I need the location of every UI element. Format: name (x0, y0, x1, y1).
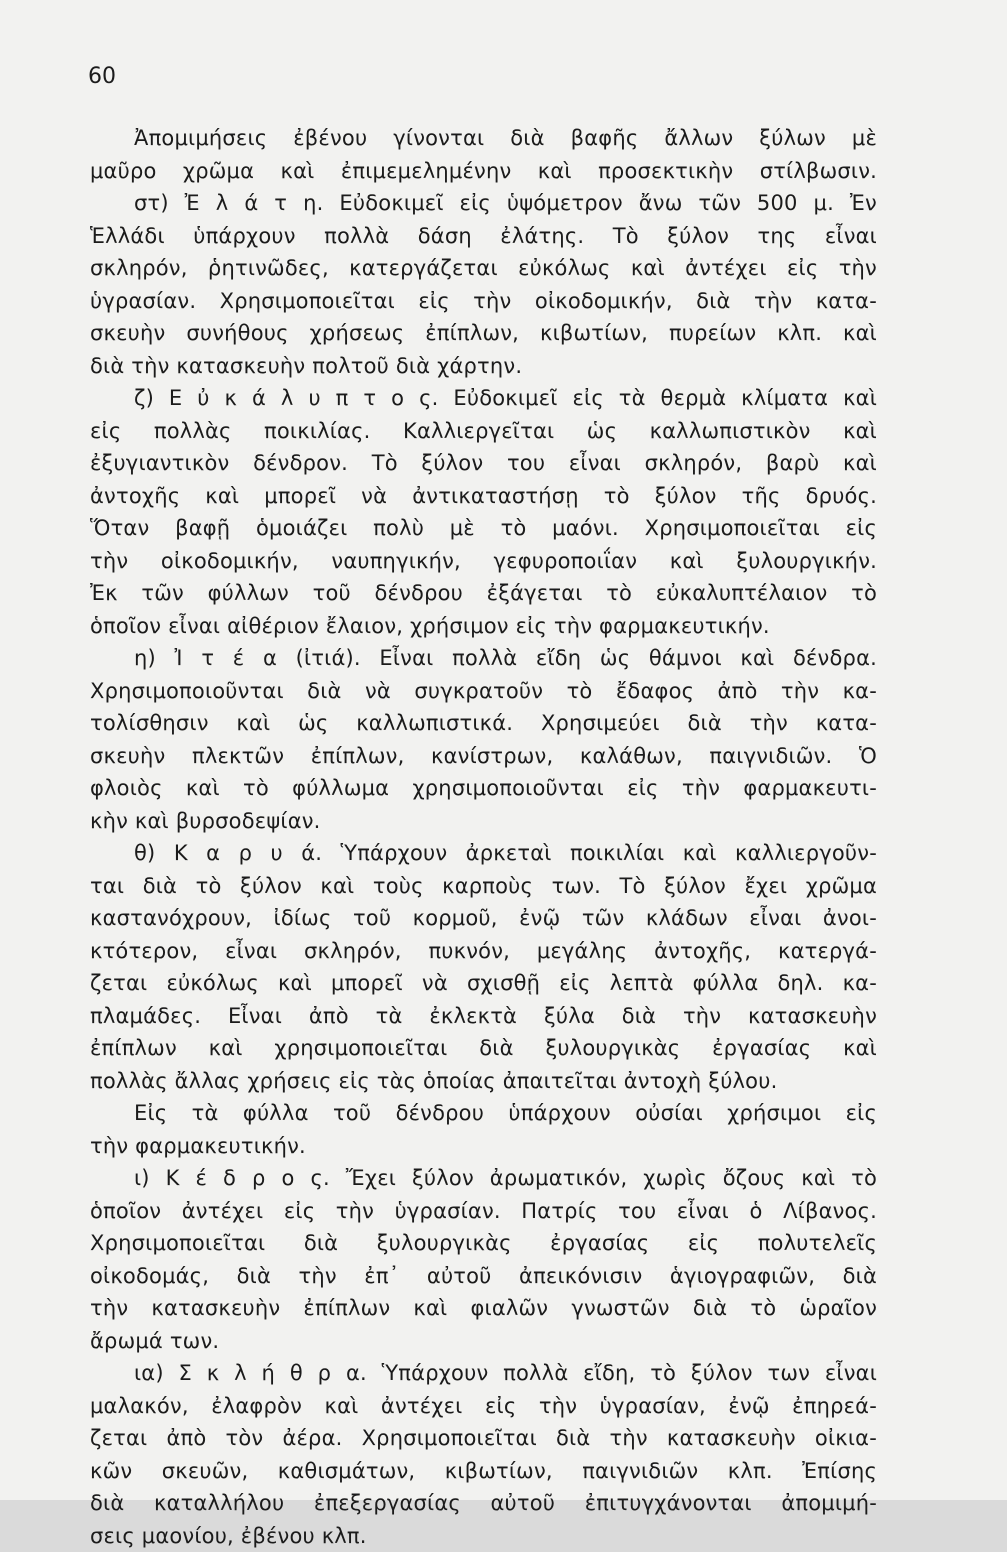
text-line: διὰ καταλλήλου ἐπεξεργασίας αὐτοῦ ἐπιτυγχάνονται ἀπομιμή- (90, 1487, 877, 1520)
text-line: σκευὴν συνήθους χρήσεως ἐπίπλων, κιβωτίων, πυρείων κλπ. καὶ (90, 317, 877, 350)
text-line: πολλὰς ἄλλας χρήσεις εἰς τὰς ὁποίας ἀπαιτεῖται ἀντοχὴ ξύλου. (90, 1065, 877, 1098)
text-line: μαῦρο χρῶμα καὶ ἐπιμεμελημένην καὶ προσεκτικὴν στίλβωσιν. (90, 155, 877, 188)
text-line: εἰς πολλὰς ποικιλίας. Καλλιεργεῖται ὡς καλλωπιστικὸν καὶ (90, 415, 877, 448)
text-line: ἐξυγιαντικὸν δένδρον. Τὸ ξύλον του εἶναι σκληρόν, βαρὺ καὶ (90, 447, 877, 480)
text-line: ζεται ἀπὸ τὸν ἀέρα. Χρησιμοποιεῖται διὰ τὴν κατασκευὴν οἰκια- (90, 1422, 877, 1455)
text-line: Ἐκ τῶν φύλλων τοῦ δένδρου ἐξάγεται τὸ εὐκαλυπτέλαιον τὸ (90, 577, 877, 610)
text-line: ὑγρασίαν. Χρησιμοποιεῖται εἰς τὴν οἰκοδομικήν, διὰ τὴν κατα- (90, 285, 877, 318)
text-line: ἐπίπλων καὶ χρησιμοποιεῖται διὰ ξυλουργικὰς ἐργασίας καὶ (90, 1032, 877, 1065)
text-line: Χρησιμοποιοῦνται διὰ νὰ συγκρατοῦν τὸ ἔδαφος ἀπὸ τὴν κα- (90, 675, 877, 708)
text-line: σκληρόν, ῥητινῶδες, κατεργάζεται εὐκόλως καὶ ἀντέχει εἰς τὴν (90, 252, 877, 285)
text-line: Ἑλλάδι ὑπάρχουν πολλὰ δάση ἐλάτης. Τὸ ξύλον της εἶναι (90, 220, 877, 253)
text-line: ια) Σ κ λ ή θ ρ α. Ὑπάρχουν πολλὰ εἴδη, τὸ ξύλον των εἶναι (90, 1357, 877, 1390)
text-line: ζεται εὐκόλως καὶ μπορεῖ νὰ σχισθῇ εἰς λεπτὰ φύλλα δηλ. κα- (90, 967, 877, 1000)
text-line: οἰκοδομάς, διὰ τὴν ἐπ᾽ αὐτοῦ ἀπεικόνισιν ἁγιογραφιῶν, διὰ (90, 1260, 877, 1293)
text-line: φλοιὸς καὶ τὸ φύλλωμα χρησιμοποιοῦνται εἰς τὴν φαρμακευτι- (90, 772, 877, 805)
text-line: ζ) Ε ὐ κ ά λ υ π τ ο ς. Εὐδοκιμεῖ εἰς τὰ θερμὰ κλίματα καὶ (90, 382, 877, 415)
text-line: κτότερον, εἶναι σκληρόν, πυκνόν, μεγάλης ἀντοχῆς, κατεργά- (90, 935, 877, 968)
text-line: η) Ἰ τ έ α (ἰτιά). Εἶναι πολλὰ εἴδη ὡς θάμνοι καὶ δένδρα. (90, 642, 877, 675)
text-line: τὴν οἰκοδομικήν, ναυπηγικήν, γεφυροποιΐαν καὶ ξυλουργικήν. (90, 545, 877, 578)
text-line: σκευὴν πλεκτῶν ἐπίπλων, κανίστρων, καλάθων, παιγνιδιῶν. Ὁ (90, 740, 877, 773)
text-line: τολίσθησιν καὶ ὡς καλλωπιστικά. Χρησιμεύει διὰ τὴν κατα- (90, 707, 877, 740)
text-line: τὴν κατασκευὴν ἐπίπλων καὶ φιαλῶν γνωστῶν διὰ τὸ ὡραῖον (90, 1292, 877, 1325)
text-line: θ) Κ α ρ υ ά. Ὑπάρχουν ἀρκεταὶ ποικιλίαι καὶ καλλιεργοῦν- (90, 837, 877, 870)
text-line: ὁποῖον εἶναι αἰθέριον ἔλαιον, χρήσιμον εἰς τὴν φαρμακευτικήν. (90, 610, 877, 643)
text-line: Εἰς τὰ φύλλα τοῦ δένδρου ὑπάρχουν οὐσίαι χρήσιμοι εἰς (90, 1097, 877, 1130)
text-line: κῶν σκευῶν, καθισμάτων, κιβωτίων, παιγνιδιῶν κλπ. Ἐπίσης (90, 1455, 877, 1488)
page-number: 60 (88, 64, 116, 89)
text-line: ἄρωμά των. (90, 1325, 877, 1358)
text-line: ι) Κ έ δ ρ ο ς. Ἔχει ξύλον ἀρωματικόν, χωρὶς ὄζους καὶ τὸ (90, 1162, 877, 1195)
text-line: καστανόχρουν, ἰδίως τοῦ κορμοῦ, ἐνῷ τῶν κλάδων εἶναι ἀνοι- (90, 902, 877, 935)
text-line: κὴν καὶ βυρσοδεψίαν. (90, 805, 877, 838)
text-line: πλαμάδες. Εἶναι ἀπὸ τὰ ἐκλεκτὰ ξύλα διὰ τὴν κατασκευὴν (90, 1000, 877, 1033)
text-line: Ἀπομιμήσεις ἐβένου γίνονται διὰ βαφῆς ἄλλων ξύλων μὲ (90, 122, 877, 155)
text-line: τὴν φαρμακευτικήν. (90, 1130, 877, 1163)
text-line: ὁποῖον ἀντέχει εἰς τὴν ὑγρασίαν. Πατρίς του εἶναι ὁ Λίβανος. (90, 1195, 877, 1228)
text-line: διὰ τὴν κατασκευὴν πολτοῦ διὰ χάρτην. (90, 350, 877, 383)
text-line: μαλακόν, ἐλαφρὸν καὶ ἀντέχει εἰς τὴν ὑγρασίαν, ἐνῷ ἐπηρεά- (90, 1390, 877, 1423)
text-line: στ) Ἐ λ ά τ η. Εὐδοκιμεῖ εἰς ὑψόμετρον ἄνω τῶν 500 μ. Ἐν (90, 187, 877, 220)
page-text (90, 122, 877, 1552)
text-line: ται διὰ τὸ ξύλον καὶ τοὺς καρποὺς των. Τὸ ξύλον ἔχει χρῶμα (90, 870, 877, 903)
text-line: Χρησιμοποιεῖται διὰ ξυλουργικὰς ἐργασίας εἰς πολυτελεῖς (90, 1227, 877, 1260)
text-line: ἀντοχῆς καὶ μπορεῖ νὰ ἀντικαταστήσῃ τὸ ξύλον τῆς δρυός. (90, 480, 877, 513)
text-line: Ὅταν βαφῇ ὁμοιάζει πολὺ μὲ τὸ μαόνι. Χρησιμοποιεῖται εἰς (90, 512, 877, 545)
text-line: σεις μαονίου, ἐβένου κλπ. (90, 1520, 877, 1552)
